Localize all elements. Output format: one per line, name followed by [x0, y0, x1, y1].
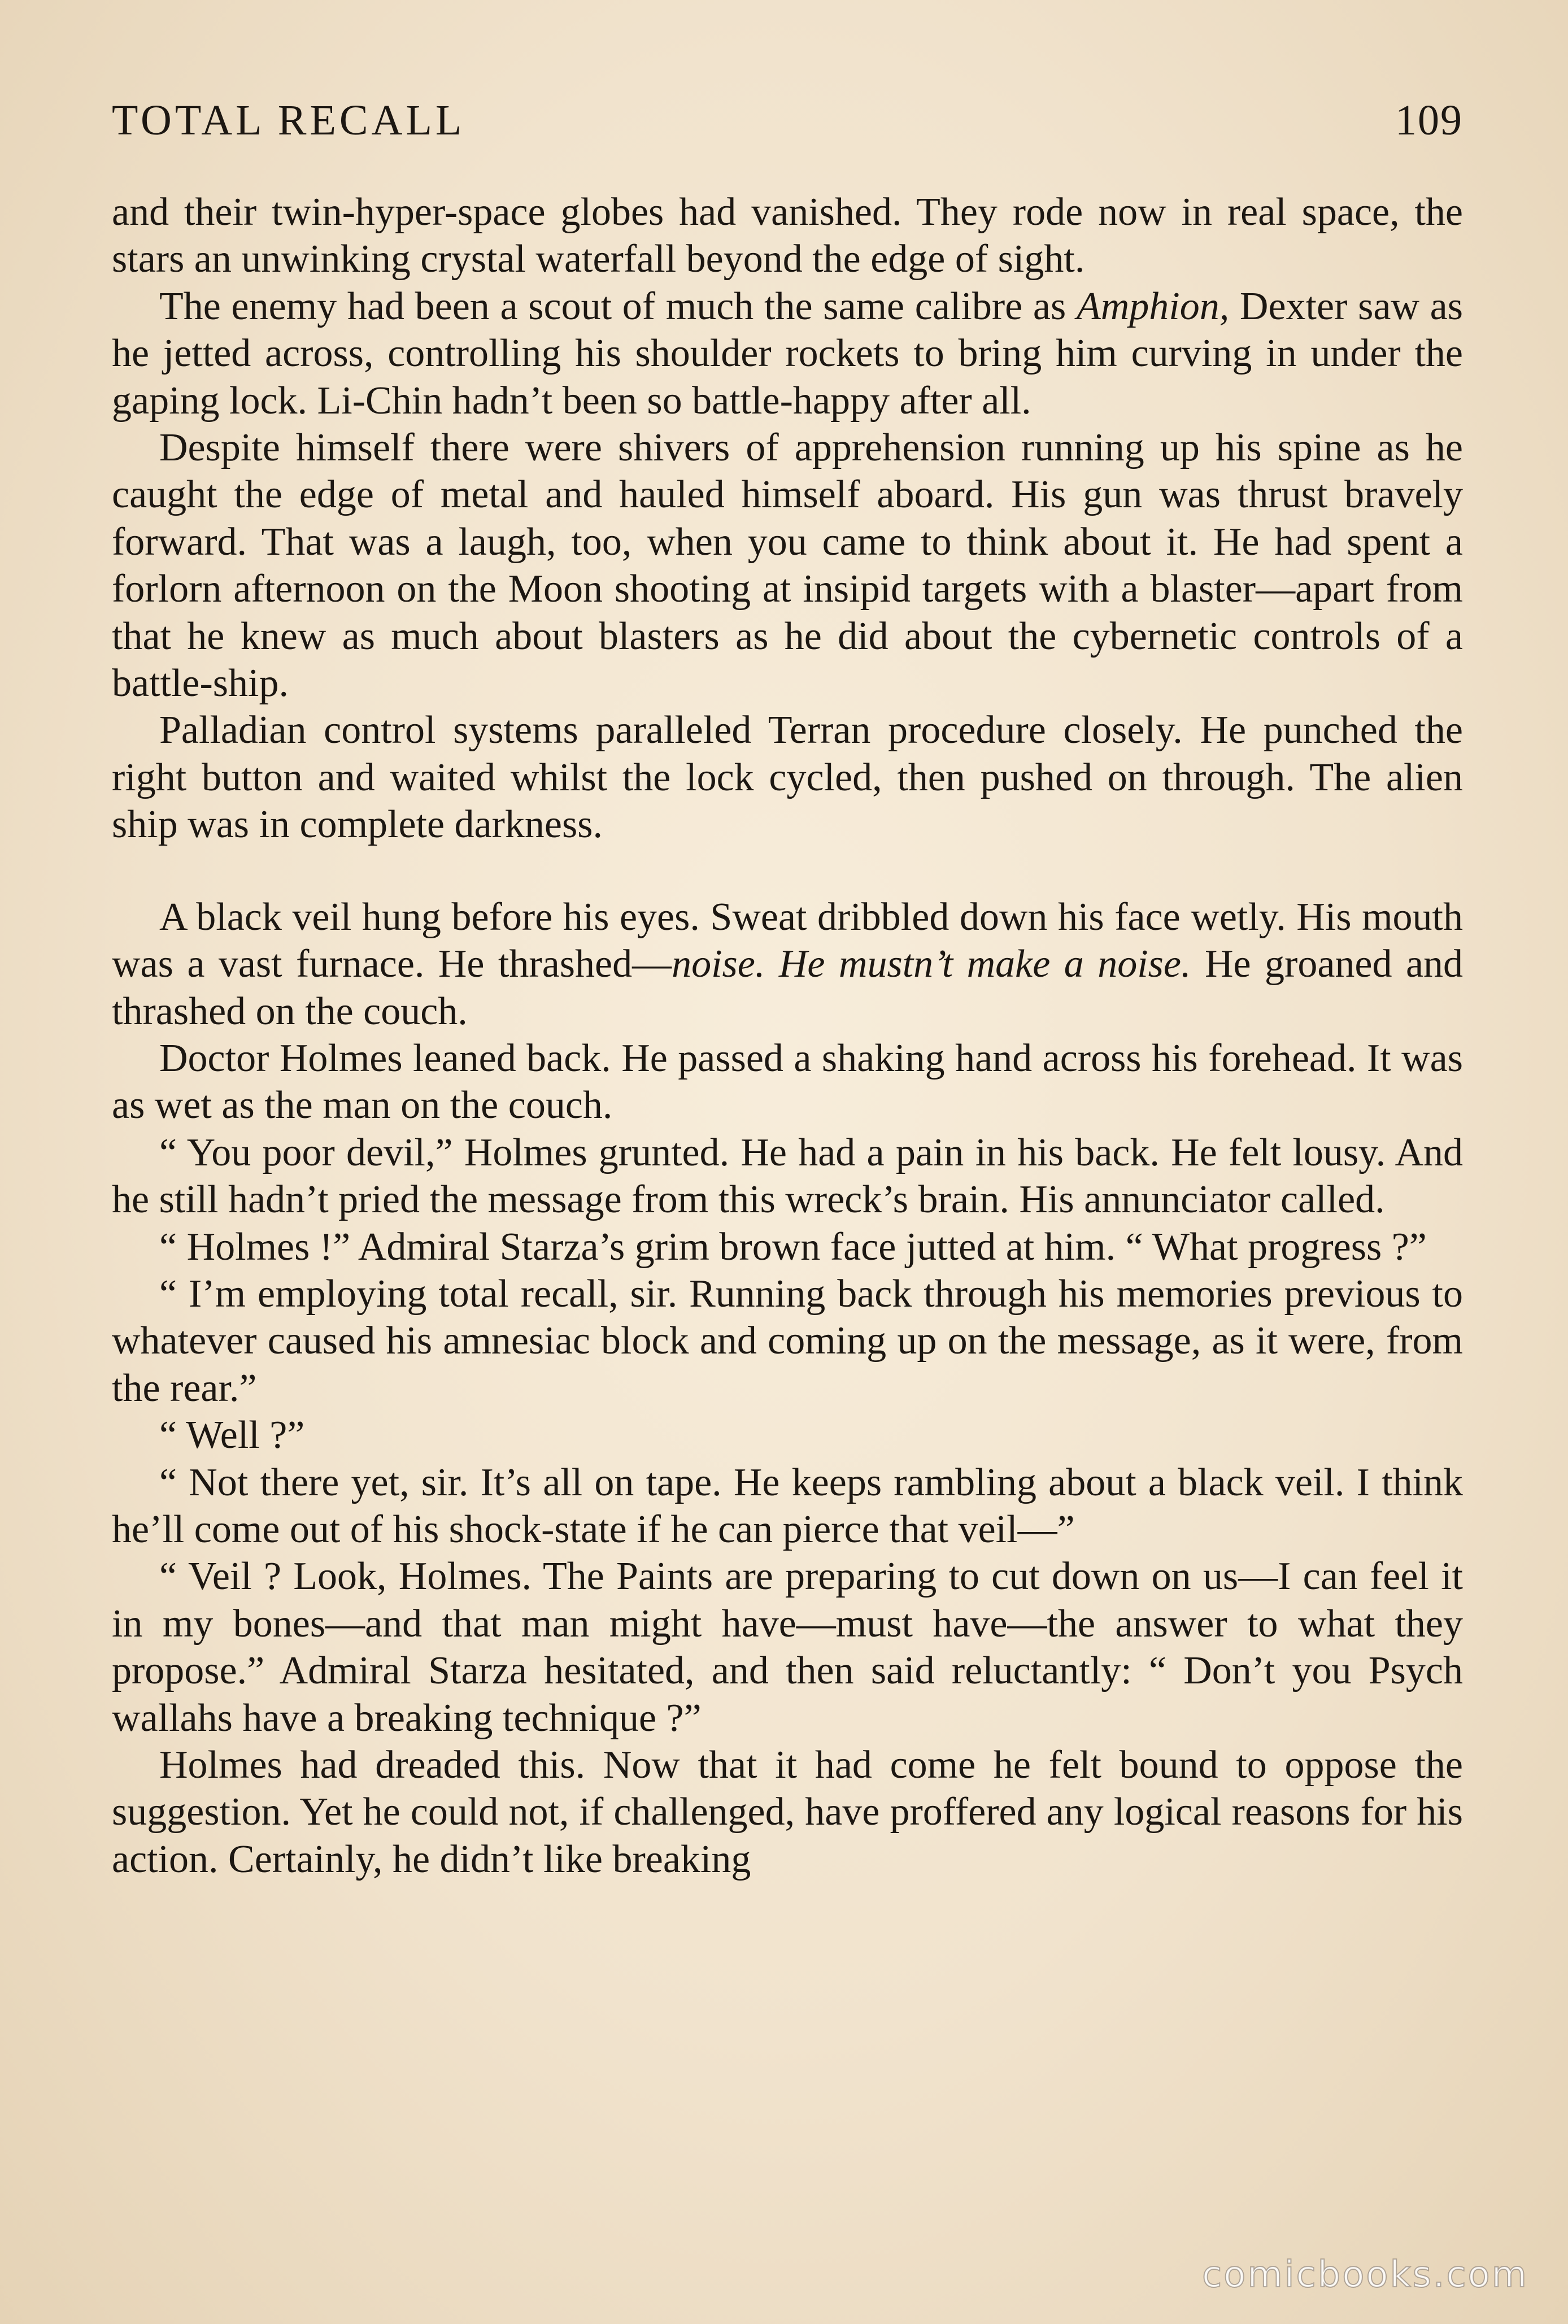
paragraph-text: The enemy had been a scout of much the same calibre as: [159, 284, 1077, 328]
paragraph: “ I’m employing total recall, sir. Running back through his memories previous to whatever caused his amnesiac block and coming up on the message, as it were, from the rear.”: [112, 1272, 1463, 1410]
watermark: comicbooks.com: [1201, 2254, 1528, 2296]
paragraph: “ Veil ? Look, Holmes. The Paints are preparing to cut down on us—I can feel it in my bones—and that man might have—must have—the answer to what they propose.” Admiral Starza hesitated, and then said reluctantly: “ Don’t you Psych wallahs have a breaking technique ?”: [112, 1555, 1463, 1740]
paragraph-text: A black veil hung before his eyes. Sweat dribbled down his face wetly. His mouth was a vast furnace. He thrashed—: [112, 895, 1463, 986]
paragraph-text: Dexter saw as he jetted across, controlling his shoulder rockets to bring him curving in under the gaping lock. Li-Chin hadn’t been so battle-happy after all.: [112, 284, 1463, 423]
paragraph: “ Holmes !” Admiral Starza’s grim brown face jutted at him. “ What progress ?”: [159, 1225, 1427, 1269]
italic-text: Amphion,: [1076, 284, 1230, 328]
chapter-title: TOTAL RECALL: [112, 97, 465, 144]
paragraph: Holmes had dreaded this. Now that it had come he felt bound to oppose the suggestion. Yet he could not, if challenged, have proffered any logical reasons for his action. Certainly, he didn’t like breaking: [112, 1743, 1463, 1881]
body-text: [112, 189, 1463, 1883]
paragraph: “ Well ?”: [159, 1413, 305, 1457]
paragraph-text: He groaned and thrashed on the couch.: [112, 942, 1464, 1033]
paragraph: Despite himself there were shivers of apprehension running up his spine as he caught the edge of metal and hauled himself aboard. His gun was thrust bravely forward. That was a laugh, too, when you came to think about it. He had spent a forlorn afternoon on the Moon shooting at insipid targets with a blaster—apart from that he knew as much about blasters as he did about the cybernetic controls of a battle-ship.: [112, 426, 1463, 706]
paragraph: [112, 283, 1463, 424]
page-number: 109: [1395, 97, 1463, 144]
paragraph: “ Not there yet, sir. It’s all on tape. He keeps rambling about a black veil. I think he’ll come out of his shock-state if he can pierce that veil—”: [112, 1460, 1463, 1551]
paragraph: and their twin-hyper-space globes had vanished. They rode now in real space, the stars an unwinking crystal waterfall beyond the edge of sight.: [112, 190, 1463, 281]
italic-text: noise. He mustn’t make a noise.: [672, 942, 1191, 986]
paragraph: [112, 894, 1463, 1035]
paragraph: “ You poor devil,” Holmes grunted. He had a pain in his back. He felt lousy. And he still hadn’t pried the message from this wreck’s brain. His annunciator called.: [112, 1130, 1463, 1222]
running-head: [112, 96, 1463, 158]
paragraph: Doctor Holmes leaned back. He passed a shaking hand across his forehead. It was as wet as the man on the couch.: [112, 1036, 1463, 1128]
paragraph: Palladian control systems paralleled Terran procedure closely. He punched the right button and waited whilst the lock cycled, then pushed on through. The alien ship was in complete darkness.: [112, 708, 1463, 847]
